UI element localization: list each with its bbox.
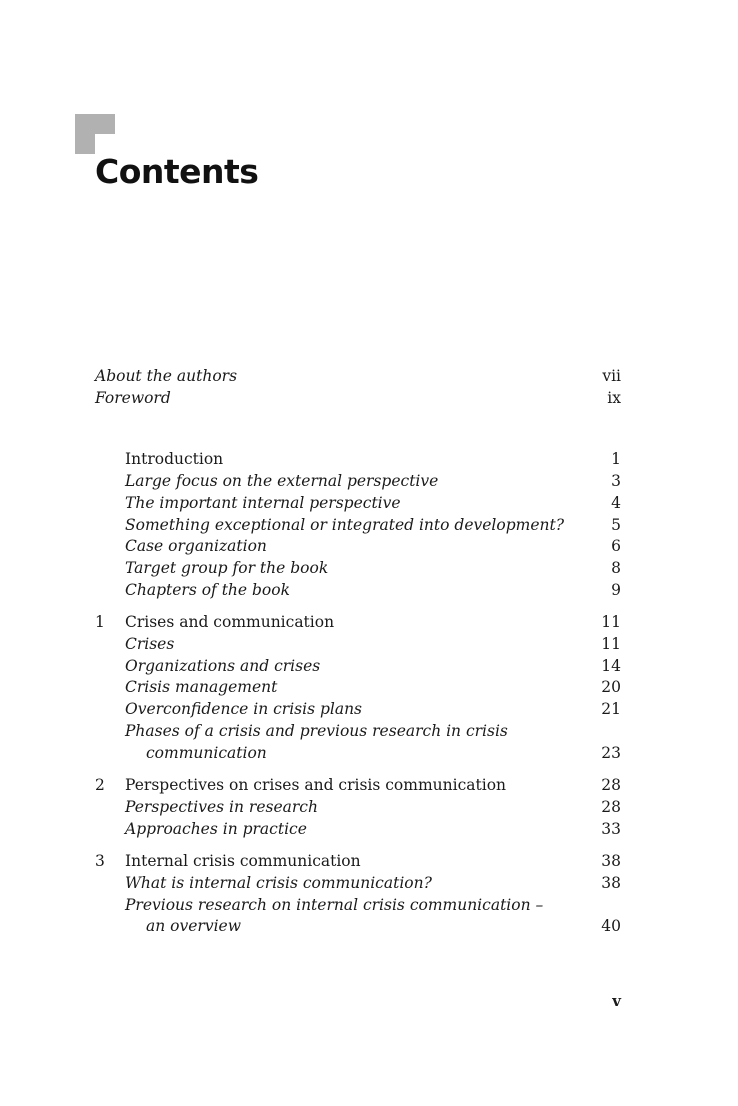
toc-section-page: 20 xyxy=(601,678,621,697)
toc-section-title: Overconfidence in crisis plans xyxy=(125,700,363,719)
toc-section-title: Perspectives in research xyxy=(125,797,318,816)
decorative-block-cutout xyxy=(95,134,115,154)
toc-chapter-3 xyxy=(95,851,621,873)
toc-section-continuation xyxy=(95,743,621,765)
chapter-number: 2 xyxy=(95,776,105,795)
toc-section-title: Phases of a crisis and previous research in crisis xyxy=(125,721,508,740)
toc-section-title: Chapters of the book xyxy=(125,580,290,599)
toc-section xyxy=(95,721,621,743)
toc-entry-page: ix xyxy=(607,388,621,407)
toc-chapter-2 xyxy=(95,775,621,797)
chapter-title: Crises and communication xyxy=(125,613,335,632)
toc-section-title-continuation: an overview xyxy=(146,917,241,936)
toc-section-title: Approaches in practice xyxy=(125,819,307,838)
toc-entry-about-authors xyxy=(95,366,621,388)
toc-section xyxy=(95,536,621,558)
table-of-contents xyxy=(95,366,621,938)
toc-entry-page: 1 xyxy=(611,450,621,469)
toc-section xyxy=(95,677,621,699)
toc-section xyxy=(95,580,621,602)
toc-section xyxy=(95,656,621,678)
toc-chapter-1 xyxy=(95,612,621,634)
toc-entry-introduction xyxy=(95,449,621,471)
page-number: v xyxy=(612,992,621,1010)
toc-entry-foreword xyxy=(95,388,621,410)
toc-entry-page: vii xyxy=(602,367,621,385)
toc-entry-title: About the authors xyxy=(95,367,238,385)
toc-section xyxy=(95,493,621,515)
toc-section xyxy=(95,895,621,917)
toc-section-page: 8 xyxy=(611,558,621,577)
chapter-title: Perspectives on crises and crisis communication xyxy=(125,776,507,795)
toc-section-page: 4 xyxy=(611,493,621,512)
toc-section-title: What is internal crisis communication? xyxy=(125,874,432,893)
toc-section-title: Crises xyxy=(125,635,175,654)
toc-section xyxy=(95,797,621,819)
toc-section-page: 28 xyxy=(601,797,621,816)
toc-section-title: Previous research on internal crisis communication – xyxy=(125,895,544,914)
toc-section-page: 3 xyxy=(611,472,621,491)
toc-section-page: 9 xyxy=(611,580,621,599)
toc-section xyxy=(95,634,621,656)
toc-section-title: Crisis management xyxy=(125,678,278,697)
toc-section-title: The important internal perspective xyxy=(125,493,401,512)
chapter-page: 28 xyxy=(601,776,621,795)
toc-section xyxy=(95,515,621,537)
chapter-page: 11 xyxy=(601,613,621,632)
toc-section-title: Large focus on the external perspective xyxy=(125,472,439,491)
chapter-number: 3 xyxy=(95,852,105,871)
toc-section-page: 14 xyxy=(601,656,621,675)
toc-section-page: 21 xyxy=(601,700,621,719)
toc-section xyxy=(95,873,621,895)
toc-section-title: Something exceptional or integrated into development? xyxy=(125,515,565,534)
toc-entry-title: Introduction xyxy=(125,450,224,469)
toc-section-continuation xyxy=(95,916,621,938)
toc-section-page: 38 xyxy=(601,874,621,893)
toc-section-page: 11 xyxy=(601,635,621,654)
toc-section-page: 33 xyxy=(601,819,621,838)
chapter-title: Internal crisis communication xyxy=(125,852,361,871)
toc-entry-title: Foreword xyxy=(95,388,171,407)
toc-section xyxy=(95,471,621,493)
toc-section xyxy=(95,819,621,841)
toc-section-title: Organizations and crises xyxy=(125,656,321,675)
toc-section-page: 40 xyxy=(601,917,621,936)
page-title: Contents xyxy=(95,152,259,191)
toc-section-page: 6 xyxy=(611,537,621,556)
chapter-number: 1 xyxy=(95,613,105,632)
toc-section xyxy=(95,558,621,580)
toc-section-title: Target group for the book xyxy=(125,558,329,577)
toc-section-page: 5 xyxy=(611,515,621,534)
toc-section-title-continuation: communication xyxy=(146,743,267,762)
toc-section xyxy=(95,699,621,721)
toc-section-page: 23 xyxy=(601,743,621,762)
toc-section-title: Case organization xyxy=(125,537,267,556)
chapter-page: 38 xyxy=(601,852,621,871)
